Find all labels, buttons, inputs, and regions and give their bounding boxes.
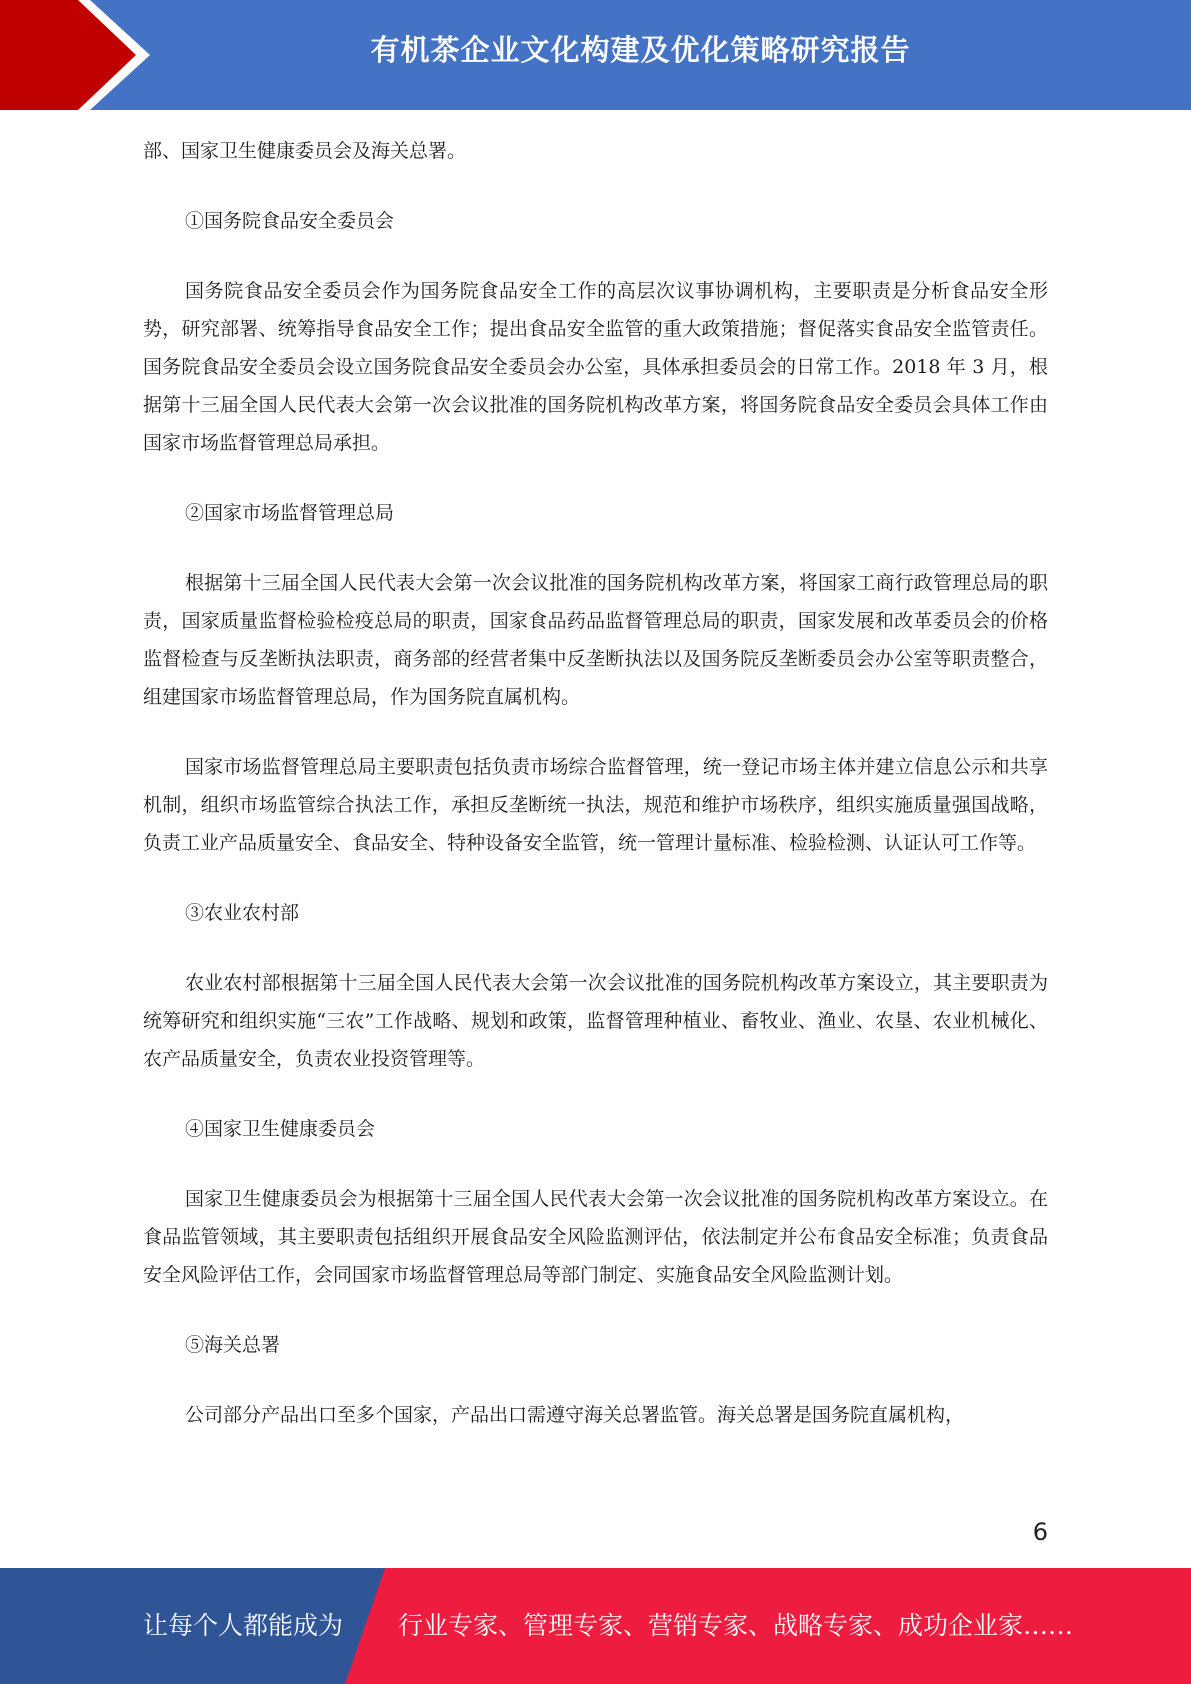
footer-slogan-right: 行业专家、管理专家、营销专家、战略专家、成功企业家…… — [398, 1611, 1074, 1640]
section-heading-market-regulation: ②国家市场监督管理总局 — [185, 502, 395, 524]
section-heading-agriculture: ③农业农村部 — [185, 902, 300, 924]
section-heading-food-safety-committee: ①国务院食品安全委员会 — [185, 210, 395, 232]
footer-slogan-left: 让每个人都能成为 — [143, 1611, 344, 1640]
paragraph-market-regulation-formation: 根据第十三届全国人民代表大会第一次会议批准的国务院机构改革方案，将国家工商行政管理总局的职责，国家质量监督检验检疫总局的职责，国家食品药品监督管理总局的职责，国家发展和改革委员会的价格监督检查与反垄断执法职责，商务部的经营者集中反垄断执法以及国务院反垄断委员会办公室等职责整合，组建国家市场监督管理总局，作为国务院直属机构。 — [143, 572, 1048, 708]
paragraph-agriculture: 农业农村部根据第十三届全国人民代表大会第一次会议批准的国务院机构改革方案设立，其主要职责为统筹研究和组织实施“三农”工作战略、规划和政策，监督管理种植业、畜牧业、渔业、农垦、农业机械化、农产品质量安全，负责农业投资管理等。 — [143, 972, 1048, 1070]
document-body — [143, 132, 1048, 1466]
page-header — [0, 0, 1191, 110]
section-heading-health-commission: ④国家卫生健康委员会 — [185, 1118, 376, 1140]
section-heading-customs: ⑤海关总署 — [185, 1334, 281, 1356]
paragraph-continuation: 部、国家卫生健康委员会及海关总署。 — [143, 140, 467, 162]
paragraph-food-safety-committee: 国务院食品安全委员会作为国务院食品安全工作的高层次议事协调机构，主要职责是分析食品安全形势，研究部署、统筹指导食品安全工作；提出食品安全监管的重大政策措施；督促落实食品安全监管责任。国务院食品安全委员会设立国务院食品安全委员会办公室，具体承担委员会的日常工作。2018 年 3 月，根据第十三届全国人民代表大会第一次会议批准的国务院机构改革方案，将国务院食品安全委员会具体工作由国家市场监督管理总局承担。 — [143, 280, 1048, 454]
page-number: 6 — [1032, 1518, 1048, 1546]
paragraph-customs: 公司部分产品出口至多个国家，产品出口需遵守海关总署监管。海关总署是国务院直属机构， — [185, 1404, 965, 1426]
page-footer — [0, 1568, 1191, 1684]
paragraph-health-commission: 国家卫生健康委员会为根据第十三届全国人民代表大会第一次会议批准的国务院机构改革方案设立。在食品监管领域，其主要职责包括组织开展食品安全风险监测评估，依法制定并公布食品安全标准；负责食品安全风险评估工作，会同国家市场监督管理总局等部门制定、实施食品安全风险监测计划。 — [143, 1188, 1048, 1286]
document-title: 有机茶企业文化构建及优化策略研究报告 — [370, 33, 911, 67]
paragraph-market-regulation-duties: 国家市场监督管理总局主要职责包括负责市场综合监督管理，统一登记市场主体并建立信息公示和共享机制，组织市场监管综合执法工作，承担反垄断统一执法，规范和维护市场秩序，组织实施质量强国战略，负责工业产品质量安全、食品安全、特种设备安全监管，统一管理计量标准、检验检测、认证认可工作等。 — [143, 756, 1048, 854]
